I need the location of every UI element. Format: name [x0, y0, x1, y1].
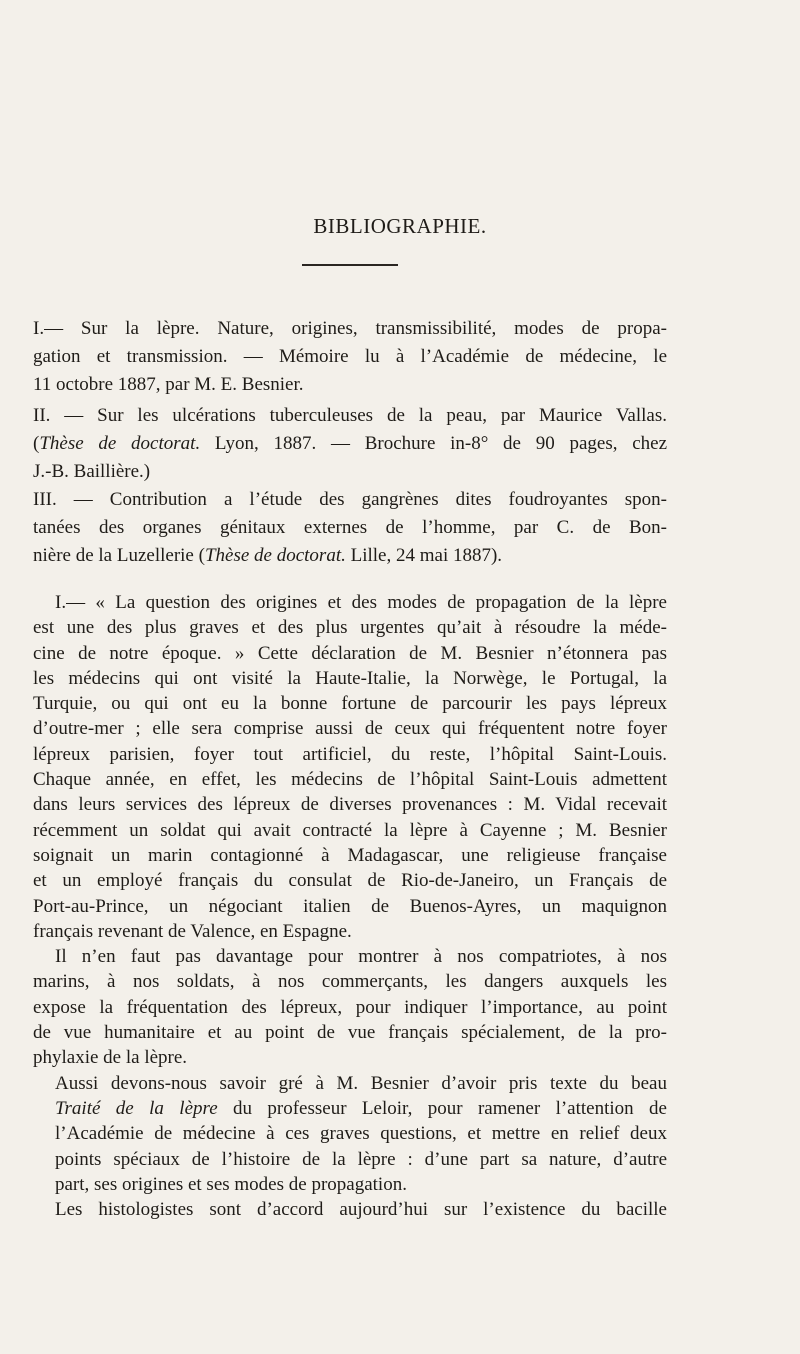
bib-entry-3-line-2: tanées des organes génitaux externes de l’homme, par C. de Bon-: [33, 517, 667, 538]
bib-entry-1: [33, 315, 667, 399]
body-text: [33, 590, 667, 1222]
paragraph-2: [33, 944, 667, 1070]
bib-entry-3-line-3-a: nière de la Luzellerie (: [33, 545, 205, 566]
bib-entry-1-line-2: gation et transmission. — Mémoire lu à l’Académie de médecine, le: [33, 346, 667, 367]
p1-line-7: lépreux parisien, foyer tout artificiel, du reste, l’hôpital Saint-Louis.: [33, 743, 667, 765]
paragraph-3: [33, 1071, 667, 1197]
p1-line-14: français revenant de Valence, en Espagne.: [33, 920, 352, 942]
p1-line-13: Port-au-Prince, un négociant italien de Buenos-Ayres, un maquignon: [33, 895, 667, 917]
p1-line-3: cine de notre époque. » Cette déclaration de M. Besnier n’étonnera pas: [33, 642, 667, 664]
bib-entry-1-line-1: I.— Sur la lèpre. Nature, origines, transmissibilité, modes de propa-: [33, 318, 667, 339]
paragraph-3-line-5: part, ses origines et ses modes de propagation.: [55, 1173, 407, 1195]
paragraph-3-line-2-rest: du professeur Leloir, pour ramener l’attention de: [217, 1097, 667, 1119]
p1-line-6: d’outre-mer ; elle sera comprise aussi de ceux qui fréquentent notre foyer: [33, 718, 667, 740]
page-title: BIBLIOGRAPHIE.: [313, 214, 487, 238]
p2-line-1: Il n’en faut pas davantage pour montrer à nos compatriotes, à nos: [55, 946, 667, 968]
p1-line-11: soignait un marin contagionné à Madagascar, une religieuse française: [33, 844, 667, 866]
bib-entry-2-line-2-rest: Lyon, 1887. — Brochure in-8° de 90 pages, chez: [200, 433, 667, 454]
p2-line-3: expose la fréquentation des lépreux, pour indiquer l’importance, au point: [33, 996, 667, 1018]
bib-entry-3-italic-title: Thèse de doctorat.: [204, 545, 346, 566]
bib-entry-2-line-3: J.-B. Baillière.): [33, 461, 151, 482]
paragraph-3-line-1: Aussi devons-nous savoir gré à M. Besnier d’avoir pris texte du beau: [55, 1072, 667, 1094]
bib-entry-3-line-1: III. — Contribution a l’étude des gangrènes dites foudroyantes spon-: [33, 489, 667, 510]
p1-line-8: Chaque année, en effet, les médecins de l’hôpital Saint-Louis admettent: [33, 769, 667, 791]
bib-entry-2-line-1: II. — Sur les ulcérations tuberculeuses de la peau, par Maurice Vallas.: [33, 405, 667, 426]
bib-entry-3-line-3: [33, 542, 667, 570]
p1-line-2: est une des plus graves et des plus urgentes qu’ait à résoudre la méde-: [33, 617, 667, 639]
paragraph-3-line-2: [33, 1096, 667, 1121]
bib-entry-2-italic-title: Thèse de doctorat.: [39, 433, 201, 454]
p2-line-2: marins, à nos soldats, à nos commerçants, les dangers auxquels les: [33, 971, 667, 993]
cited-work-title: Traité de la lèpre: [55, 1097, 218, 1119]
p1-line-4: les médecins qui ont visité la Haute-Italie, la Norwège, le Portugal, la: [33, 667, 667, 689]
p1-line-10: récemment un soldat qui avait contracté la lèpre à Cayenne ; M. Besnier: [33, 819, 667, 841]
p2-line-5: phylaxie de la lèpre.: [33, 1047, 188, 1069]
bib-entry-1-line-3: 11 octobre 1887, par M. E. Besnier.: [33, 374, 304, 395]
p4-line-1: Les histologistes sont d’accord aujourd’hui sur l’existence du bacille: [55, 1199, 667, 1221]
p1-line-5: Turquie, ou qui ont eu la bonne fortune de parcourir les pays lépreux: [33, 693, 667, 715]
bib-entry-3-line-3-b: Lille, 24 mai 1887).: [345, 545, 503, 566]
bib-entry-2-line-2: (Thèse de doctorat. Lyon, 1887. — Brochure in-8° de 90 pages, chez: [33, 433, 667, 454]
p2-line-4: de vue humanitaire et au point de vue français spécialement, de la pro-: [33, 1022, 667, 1044]
paragraph-3-line-3: l’Académie de médecine à ces graves questions, et mettre en relief deux: [55, 1123, 667, 1145]
bib-entry-3: [33, 486, 667, 570]
p1-line-12: et un employé français du consulat de Rio-de-Janeiro, un Français de: [33, 870, 667, 892]
paragraph-4: [33, 1197, 667, 1222]
title-rule: [302, 264, 398, 266]
paragraph-3-line-4: points spéciaux de l’histoire de la lèpre : d’une part sa nature, d’autre: [55, 1148, 667, 1170]
bib-entry-2: [33, 402, 667, 486]
p1-line-1: I.— « La question des origines et des modes de propagation de la lèpre: [55, 592, 667, 613]
paragraph-1: [33, 590, 667, 944]
p1-line-9: dans leurs services des lépreux de diverses provenances : M. Vidal recevait: [33, 794, 667, 816]
